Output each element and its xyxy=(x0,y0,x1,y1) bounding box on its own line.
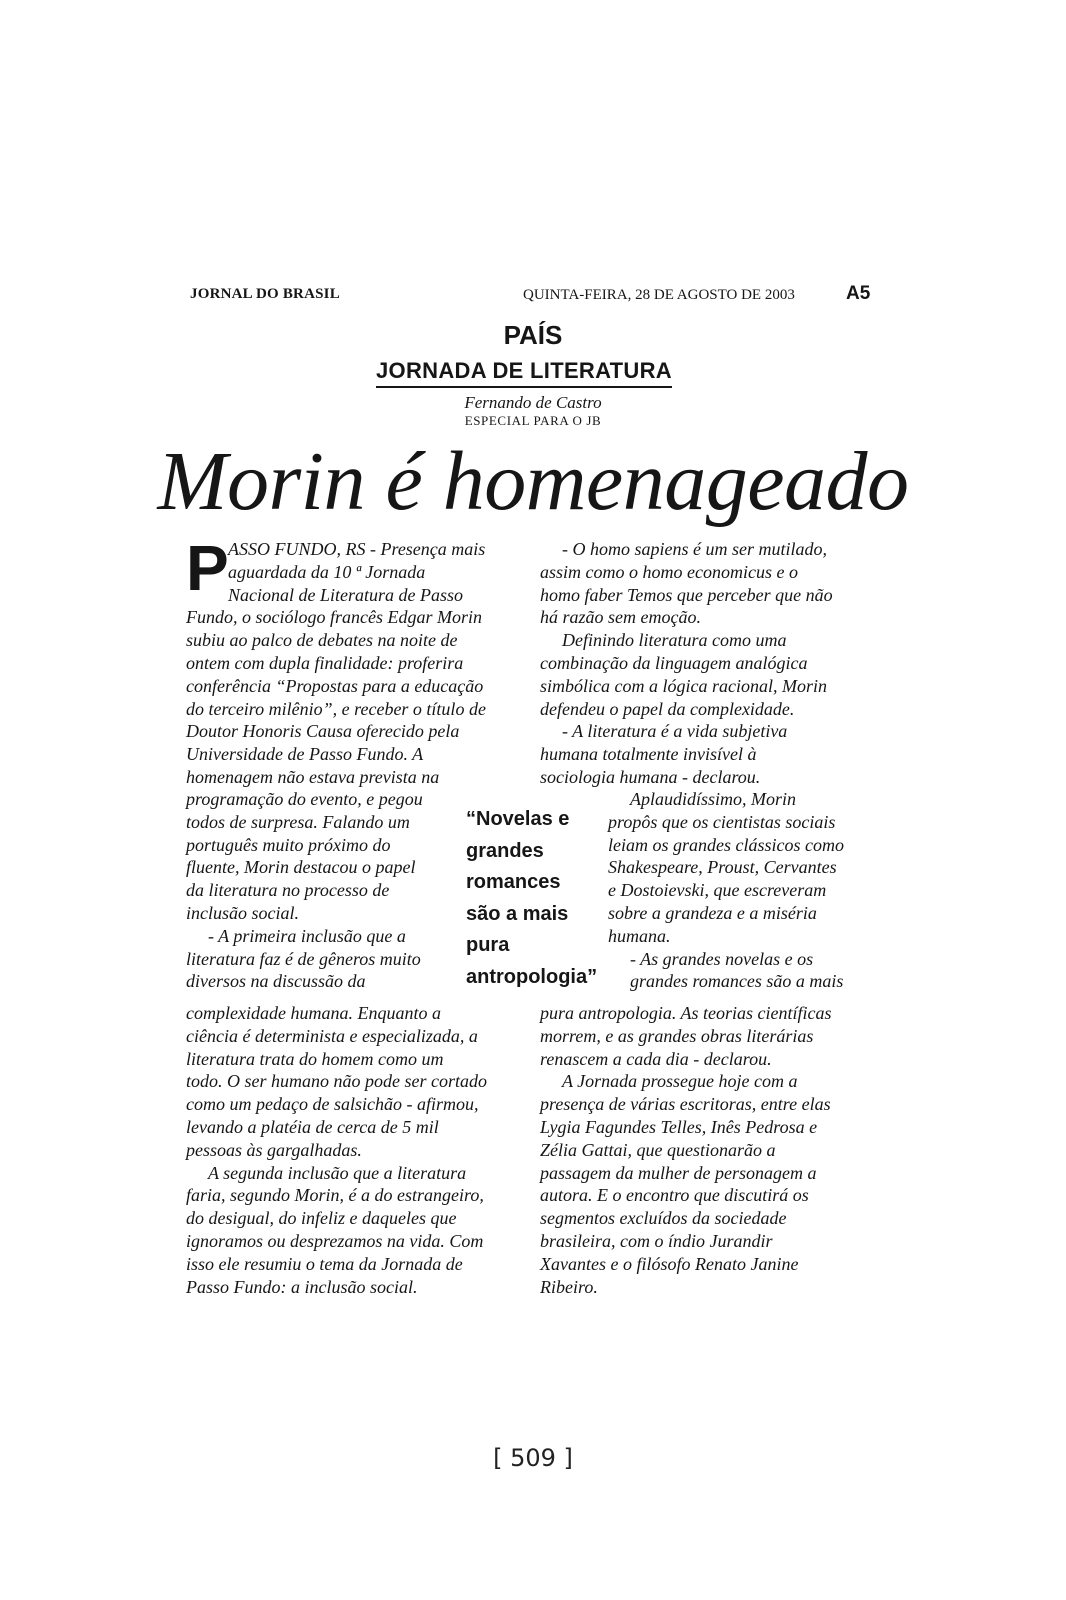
article-line: A segunda inclusão que a literatura xyxy=(208,1162,467,1183)
article-line: português muito próximo do xyxy=(186,834,391,855)
page-code: A5 xyxy=(846,283,871,304)
article-line: ignoramos ou desprezamos na vida. Com xyxy=(186,1230,484,1251)
article-line: renascem a cada dia - declarou. xyxy=(540,1048,772,1069)
article-line: - A primeira inclusão que a xyxy=(208,925,406,946)
article-line: sobre a grandeza e a miséria xyxy=(608,902,817,923)
article-line: combinação da linguagem analógica xyxy=(540,652,808,673)
article-line: da literatura no processo de xyxy=(186,880,390,901)
article-line: Definindo literatura como uma xyxy=(562,630,787,651)
article-line: literatura trata do homem como um xyxy=(186,1048,444,1069)
newspaper-name: JORNAL DO BRASIL xyxy=(190,286,340,302)
pull-quote-line: são a mais xyxy=(466,902,569,925)
article-column-right-top xyxy=(540,538,880,789)
article-line: programação do evento, e pegou xyxy=(186,789,423,809)
article-line: isso ele resumiu o tema da Jornada de xyxy=(186,1253,463,1274)
article-line: pura antropologia. As teorias científicas xyxy=(540,1003,832,1023)
article-line: propôs que os cientistas sociais xyxy=(608,811,836,832)
article-column-left-narrow xyxy=(186,788,456,993)
article-line: Ribeiro. xyxy=(540,1276,598,1297)
article-line: Fundo, o sociólogo francês Edgar Morin xyxy=(186,607,482,628)
article-column-right-narrow xyxy=(608,788,878,993)
article-line: Passo Fundo: a inclusão social. xyxy=(186,1276,418,1297)
page-number: [ 509 ] xyxy=(493,1444,573,1472)
article-line: simbólica com a lógica racional, Morin xyxy=(540,675,827,696)
article-line: Universidade de Passo Fundo. A xyxy=(186,744,424,765)
article-line: literatura faz é de gêneros muito xyxy=(186,948,421,969)
article-line: homenagem não estava prevista na xyxy=(186,766,440,787)
article-line: ASSO FUNDO, RS - Presença mais xyxy=(228,539,486,559)
article-line: morrem, e as grandes obras literárias xyxy=(540,1025,814,1046)
article-line: homo faber Temos que perceber que não xyxy=(540,584,833,605)
publication-date: QUINTA-FEIRA, 28 DE AGOSTO DE 2003 xyxy=(523,287,795,303)
article-line: leiam os grandes clássicos como xyxy=(608,834,844,855)
article-line: levando a platéia de cerca de 5 mil xyxy=(186,1116,439,1137)
article-column-left-bottom xyxy=(186,1002,524,1298)
article-line: assim como o homo economicus e o xyxy=(540,561,798,582)
article-line: Doutor Honoris Causa oferecido pela xyxy=(186,721,460,742)
article-line: diversos na discussão da xyxy=(186,971,366,992)
article-line: passagem da mulher de personagem a xyxy=(540,1162,817,1183)
article-line: como um pedaço de salsichão - afirmou, xyxy=(186,1094,479,1115)
article-line: segmentos excluídos da sociedade xyxy=(540,1208,787,1229)
article-line: todo. O ser humano não pode ser cortado xyxy=(186,1071,487,1092)
article-line: do desigual, do infeliz e daqueles que xyxy=(186,1208,457,1229)
article-line: complexidade humana. Enquanto a xyxy=(186,1003,441,1023)
pull-quote xyxy=(466,804,606,993)
article-line: humana. xyxy=(608,925,671,946)
pull-quote-line: “Novelas e xyxy=(466,808,570,830)
article-line: Shakespeare, Proust, Cervantes xyxy=(608,857,837,878)
headline: Morin é homenageado xyxy=(157,435,909,528)
article-line: ontem com dupla finalidade: proferira xyxy=(186,652,464,673)
article-line: inclusão social. xyxy=(186,902,299,923)
article-line: sociologia humana - declarou. xyxy=(540,766,761,787)
article-line: grandes romances são a mais xyxy=(630,971,844,992)
article-column-left-top xyxy=(186,532,516,789)
article-line: Aplaudidíssimo, Morin xyxy=(630,789,797,809)
pull-quote-line: pura xyxy=(466,934,510,956)
drop-cap: P xyxy=(186,532,229,604)
article-line: ciência é determinista e especializada, a xyxy=(186,1025,478,1046)
article-line: Lygia Fagundes Telles, Inês Pedrosa e xyxy=(540,1116,818,1137)
article-line: Zélia Gattai, que questionarão a xyxy=(540,1139,776,1160)
article-line: - A literatura é a vida subjetiva xyxy=(562,721,788,742)
article-line: e Dostoievski, que escreveram xyxy=(608,880,827,901)
article-line: presença de várias escritoras, entre elas xyxy=(540,1094,831,1115)
article-column-right-bottom xyxy=(540,1002,880,1298)
article-line: A Jornada prossegue hoje com a xyxy=(562,1071,798,1092)
article-line: aguardada da 10 ª Jornada xyxy=(228,561,426,582)
article-line: do terceiro milênio”, e receber o título de xyxy=(186,698,486,719)
article-line: humana totalmente invisível à xyxy=(540,744,757,765)
article-line: Xavantes e o filósofo Renato Janine xyxy=(540,1253,799,1274)
article-line: defendeu o papel da complexidade. xyxy=(540,698,795,719)
article-line: - O homo sapiens é um ser mutilado, xyxy=(562,539,827,559)
article-line: Nacional de Literatura de Passo xyxy=(228,584,463,605)
article-line: há razão sem emoção. xyxy=(540,607,701,628)
pull-quote-line: romances xyxy=(466,871,561,893)
article-line: brasileira, com o índio Jurandir xyxy=(540,1230,773,1251)
article-line: faria, segundo Morin, é a do estrangeiro, xyxy=(186,1185,484,1206)
article-line: pessoas às gargalhadas. xyxy=(186,1139,362,1160)
pull-quote-line: grandes xyxy=(466,839,544,862)
byline-author: Fernando de Castro xyxy=(464,393,602,412)
article-line: conferência “Propostas para a educação xyxy=(186,675,484,696)
pull-quote-line: antropologia” xyxy=(466,965,598,988)
article-line: subiu ao palco de debates na noite de xyxy=(186,630,458,651)
article-line: - As grandes novelas e os xyxy=(630,948,814,969)
article-line: todos de surpresa. Falando um xyxy=(186,811,410,832)
article-line: autora. E o encontro que discutirá os xyxy=(540,1185,809,1206)
article-line: fluente, Morin destacou o papel xyxy=(186,857,416,878)
section-title: PAÍS xyxy=(503,320,563,350)
subsection-title: JORNADA DE LITERATURA xyxy=(376,358,672,388)
byline-role: ESPECIAL PARA O JB xyxy=(464,413,602,428)
